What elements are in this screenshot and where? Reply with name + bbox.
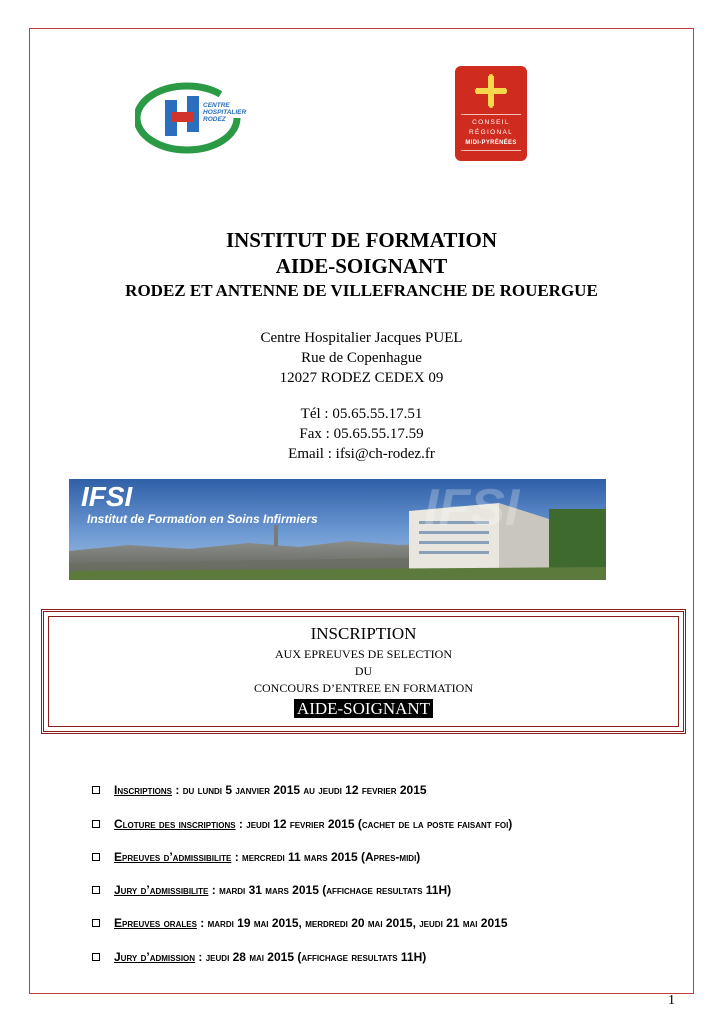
ch-logo-line2: HOSPITALIER [203, 109, 247, 116]
address-line3: 12027 RODEZ CEDEX 09 [279, 370, 444, 386]
schedule-item: Jury d’admission : jeudi 28 mai 2015 (affichage resultats 11H) [92, 950, 426, 964]
conseil-regional-logo [455, 66, 527, 161]
subtitle: RODEZ ET ANTENNE DE VILLEFRANCHE DE ROUERGUE [125, 281, 598, 300]
ch-rodez-logo [135, 82, 260, 154]
email: Email : ifsi@ch-rodez.fr [288, 446, 435, 462]
checkbox-bullet-icon [92, 919, 100, 927]
inscription-line1: AUX EPREUVES DE SELECTION [275, 647, 452, 661]
schedule-item: Jury d’admissibilite : mardi 31 mars 2015 (affichage resultats 11H) [92, 883, 451, 897]
banner-title: IFSI [81, 481, 133, 512]
schedule-text: du lundi 5 janvier 2015 au jeudi 12 fevrier 2015 [182, 783, 427, 797]
schedule-text: jeudi 28 mai 2015 (affichage resultats 11H) [205, 950, 427, 964]
checkbox-bullet-icon [92, 886, 100, 894]
occitan-cross-icon [475, 74, 507, 108]
schedule-label: Jury d’admissibilite [114, 883, 209, 897]
schedule-label: Epreuves d’admissibilite [114, 850, 232, 864]
address-line2: Rue de Copenhague [301, 350, 422, 366]
page-number: 1 [668, 993, 675, 1008]
schedule-item: Cloture des inscriptions : jeudi 12 fevrier 2015 (cachet de la poste faisant foi) [92, 817, 512, 831]
schedule-text: jeudi 12 fevrier 2015 (cachet de la poste faisant foi) [246, 817, 513, 831]
schedule-label: Epreuves orales [114, 916, 197, 930]
title-line1: INSTITUT DE FORMATION [225, 228, 498, 252]
inscription-title: INSCRIPTION [310, 624, 417, 643]
ch-logo-line1: CENTRE [203, 102, 230, 109]
banner-subtitle: Institut de Formation en Soins Infirmiers [87, 512, 318, 526]
schedule-text: mardi 31 mars 2015 (affichage resultats 11H) [219, 883, 452, 897]
schedule-label: Jury d’admission [114, 950, 196, 964]
schedule-label: Inscriptions [114, 783, 173, 797]
schedule-label: Cloture des inscriptions [114, 817, 236, 831]
inscription-box [41, 609, 686, 734]
inscription-line3: CONCOURS D’ENTREE EN FORMATION [253, 681, 473, 695]
schedule-text: mardi 19 mai 2015, merdredi 20 mai 2015, jeudi 21 mai 2015 [207, 916, 508, 930]
schedule-item: Inscriptions : du lundi 5 janvier 2015 au jeudi 12 fevrier 2015 [92, 783, 427, 797]
contact-block [29, 404, 694, 464]
checkbox-bullet-icon [92, 820, 100, 828]
checkbox-bullet-icon [92, 786, 100, 794]
schedule-item: Epreuves orales : mardi 19 mai 2015, merdredi 20 mai 2015, jeudi 21 mai 2015 [92, 916, 508, 930]
schedule-text: mercredi 11 mars 2015 (Apres-midi) [242, 850, 421, 864]
checkbox-bullet-icon [92, 953, 100, 961]
inscription-highlight: AIDE-SOIGNANT [294, 699, 433, 718]
ifsi-banner [69, 479, 606, 580]
cr-logo-line2: RÉGIONAL [469, 129, 513, 136]
cr-logo-line1: CONSEIL [472, 119, 510, 126]
schedule-item: Epreuves d’admissibilite : mercredi 11 mars 2015 (Apres-midi) [92, 850, 420, 864]
fax: Fax : 05.65.55.17.59 [299, 426, 424, 442]
address-line1: Centre Hospitalier Jacques PUEL [260, 330, 463, 346]
ch-logo-line3: RODEZ [203, 116, 226, 123]
cr-logo-line3: MIDI-PYRÉNÉES [465, 140, 517, 146]
inscription-line2: DU [354, 664, 373, 678]
checkbox-bullet-icon [92, 853, 100, 861]
svg-text:IFSI: IFSI [424, 479, 520, 537]
title-line2: AIDE-SOIGNANT [275, 254, 448, 278]
address-block [29, 328, 694, 388]
tel: Tél : 05.65.55.17.51 [300, 406, 423, 422]
